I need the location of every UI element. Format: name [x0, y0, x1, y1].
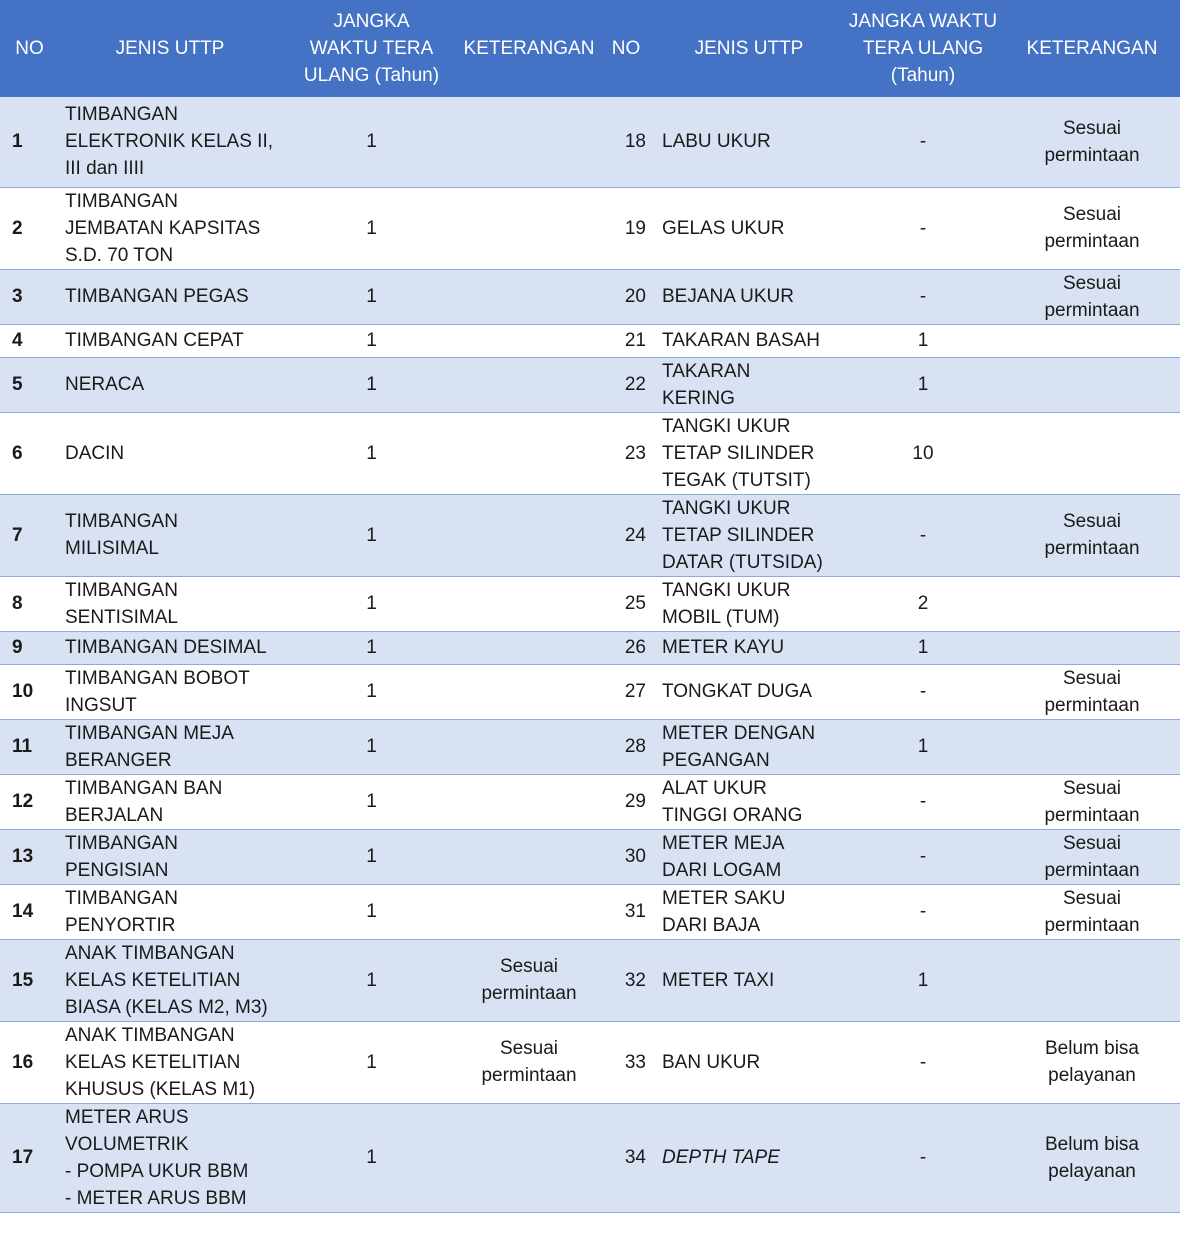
uttp-name-right [656, 774, 842, 829]
table-row [0, 187, 1180, 269]
keterangan-right [1004, 97, 1180, 187]
table-row [0, 884, 1180, 939]
header-keterangan: KETERANGAN [462, 0, 596, 97]
name2-line: BEJANA UKUR [662, 286, 794, 307]
ket2-line: pelayanan [1048, 1160, 1136, 1182]
name2-line: METER SAKU [662, 887, 786, 909]
name2-line: KERING [662, 387, 735, 409]
table-row [0, 719, 1180, 774]
keterangan-right [1004, 829, 1180, 884]
name2-line: PEGANGAN [662, 749, 770, 771]
table-row [0, 1103, 1180, 1212]
row-number-right: 24 [596, 494, 656, 576]
row-number-right: 29 [596, 774, 656, 829]
ket2-line: permintaan [1044, 804, 1140, 826]
tera-period: 1 [281, 1103, 462, 1212]
name2-line: LABU UKUR [662, 131, 771, 153]
table-row [0, 269, 1180, 324]
name1-line: ELEKTRONIK KELAS II, [65, 131, 274, 153]
name1-line: III dan IIII [65, 158, 145, 180]
name2-line: TETAP SILINDER [662, 524, 815, 546]
uttp-name [59, 494, 281, 576]
tera-period-right: - [842, 774, 1004, 829]
uttp-name-right [656, 576, 842, 631]
name1-line: - POMPA UKUR BBM [65, 1160, 249, 1182]
tera-period: 1 [281, 884, 462, 939]
tera-period: 1 [281, 631, 462, 664]
uttp-name-right [656, 829, 842, 884]
keterangan-right [1004, 774, 1180, 829]
uttp-name-right [656, 1021, 842, 1103]
name2-line: METER TAXI [662, 969, 775, 991]
keterangan-right [1004, 269, 1180, 324]
tera-period: 1 [281, 269, 462, 324]
ket2-line: Sesuai [1062, 272, 1122, 294]
name2-line: DATAR (TUTSIDA) [662, 551, 823, 573]
name1-line: KELAS KETELITIAN [65, 1051, 241, 1073]
row-number: 12 [0, 774, 59, 829]
row-number-right: 34 [596, 1103, 656, 1212]
header-jenis-uttp-right: JENIS UTTP [656, 0, 842, 97]
row-number-right: 30 [596, 829, 656, 884]
ket2-line: permintaan [1044, 694, 1140, 716]
row-number-right: 28 [596, 719, 656, 774]
name2-line: TAKARAN [662, 360, 751, 382]
name2-line: METER KAYU [662, 637, 785, 658]
keterangan-right [1004, 1103, 1180, 1212]
tera-period-right: 1 [842, 939, 1004, 1021]
tera-period-right: - [842, 1021, 1004, 1103]
uttp-name [59, 97, 281, 187]
ket2-line: permintaan [1044, 144, 1140, 166]
keterangan [462, 1021, 596, 1103]
uttp-name-right [656, 97, 842, 187]
keterangan [462, 829, 596, 884]
keterangan-right [1004, 576, 1180, 631]
tera-period: 1 [281, 357, 462, 412]
uttp-name-right [656, 187, 842, 269]
tera-period-right: - [842, 187, 1004, 269]
keterangan-right [1004, 357, 1180, 412]
name1-line: TIMBANGAN MEJA [65, 722, 234, 744]
ket2-line: Sesuai [1062, 777, 1122, 799]
row-number-right: 31 [596, 884, 656, 939]
keterangan-right [1004, 494, 1180, 576]
keterangan [462, 494, 596, 576]
row-number: 14 [0, 884, 59, 939]
uttp-name-right [656, 269, 842, 324]
name1-line: TIMBANGAN [65, 887, 178, 909]
ket1-line: permintaan [481, 1065, 577, 1086]
name2-line: TANGKI UKUR [662, 415, 791, 437]
table-row [0, 1021, 1180, 1103]
row-number-right: 25 [596, 576, 656, 631]
name1-line: PENGISIAN [65, 859, 169, 881]
keterangan [462, 939, 596, 1021]
table-row [0, 97, 1180, 187]
name2-line: TEGAK (TUTSIT) [662, 469, 811, 491]
keterangan [462, 324, 596, 357]
name1-line: TIMBANGAN [65, 511, 178, 532]
keterangan [462, 884, 596, 939]
name1-line: TIMBANGAN CEPAT [65, 330, 244, 351]
row-number-right: 22 [596, 357, 656, 412]
name1-line: METER ARUS [65, 1106, 189, 1128]
table-row [0, 631, 1180, 664]
name2-line: DARI BAJA [662, 914, 761, 936]
table-row [0, 774, 1180, 829]
keterangan [462, 1103, 596, 1212]
row-number: 3 [0, 269, 59, 324]
header-keterangan-right: KETERANGAN [1004, 0, 1180, 97]
tera-period: 1 [281, 494, 462, 576]
row-number-right: 32 [596, 939, 656, 1021]
tera-period-right: - [842, 664, 1004, 719]
header-no-right: NO [596, 0, 656, 97]
row-number: 16 [0, 1021, 59, 1103]
ket2-line: Sesuai [1062, 117, 1122, 139]
header-jangka-waktu-right: JANGKA WAKTU TERA ULANG (Tahun) [842, 0, 1004, 97]
name2-line: BAN UKUR [662, 1051, 761, 1073]
keterangan-right [1004, 884, 1180, 939]
keterangan-right [1004, 187, 1180, 269]
keterangan [462, 97, 596, 187]
name1-line: - METER ARUS BBM [65, 1187, 247, 1209]
row-number: 8 [0, 576, 59, 631]
uttp-name-right [656, 631, 842, 664]
name1-line: TIMBANGAN [65, 104, 178, 126]
row-number-right: 19 [596, 187, 656, 269]
tera-period-right: - [842, 884, 1004, 939]
name1-line: INGSUT [65, 694, 137, 716]
tera-period: 1 [281, 97, 462, 187]
name1-line: TIMBANGAN [65, 579, 178, 601]
name2-line: DARI LOGAM [662, 859, 782, 881]
name1-line: ANAK TIMBANGAN [65, 942, 235, 964]
table-row [0, 324, 1180, 357]
uttp-name-right [656, 939, 842, 1021]
ket2-line: permintaan [1044, 538, 1140, 559]
name1-line: KELAS KETELITIAN [65, 969, 241, 991]
name1-line: KHUSUS (KELAS M1) [65, 1078, 256, 1100]
row-number-right: 18 [596, 97, 656, 187]
uttp-name-right [656, 494, 842, 576]
tera-period-right: 2 [842, 576, 1004, 631]
header-jenis-uttp: JENIS UTTP [59, 0, 281, 97]
uttp-name [59, 357, 281, 412]
row-number: 4 [0, 324, 59, 357]
uttp-name [59, 631, 281, 664]
tera-period: 1 [281, 719, 462, 774]
name1-line: TIMBANGAN BOBOT [65, 667, 250, 689]
uttp-name [59, 939, 281, 1021]
row-number: 11 [0, 719, 59, 774]
keterangan-right [1004, 412, 1180, 494]
table-row [0, 939, 1180, 1021]
name2-line: TANGKI UKUR [662, 579, 791, 601]
keterangan-right [1004, 1021, 1180, 1103]
table-row [0, 576, 1180, 631]
table-row [0, 494, 1180, 576]
tera-period-right: 10 [842, 412, 1004, 494]
ket2-line: Sesuai [1062, 832, 1122, 854]
ket2-line: permintaan [1044, 231, 1140, 252]
uttp-name-right [656, 324, 842, 357]
tera-period-right: - [842, 97, 1004, 187]
uttp-name-right [656, 719, 842, 774]
name1-line: SENTISIMAL [65, 606, 178, 628]
tera-period-right: - [842, 829, 1004, 884]
keterangan [462, 187, 596, 269]
row-number-right: 26 [596, 631, 656, 664]
keterangan [462, 719, 596, 774]
name1-line: DACIN [65, 442, 125, 464]
keterangan [462, 576, 596, 631]
name1-line: TIMBANGAN BAN [65, 777, 223, 799]
ket1-line: Sesuai [499, 1038, 559, 1059]
uttp-name-right [656, 664, 842, 719]
keterangan [462, 412, 596, 494]
keterangan [462, 631, 596, 664]
ket1-line: Sesuai [499, 956, 559, 977]
uttp-name [59, 187, 281, 269]
keterangan [462, 774, 596, 829]
table-row [0, 664, 1180, 719]
row-number: 6 [0, 412, 59, 494]
row-number-right: 27 [596, 664, 656, 719]
ket2-line: Belum bisa [1045, 1133, 1139, 1155]
table-row [0, 412, 1180, 494]
name2-line: DEPTH TAPE [662, 1147, 780, 1168]
tera-period: 1 [281, 664, 462, 719]
row-number: 1 [0, 97, 59, 187]
name1-line: TIMBANGAN PEGAS [65, 286, 249, 307]
ket2-line: permintaan [1044, 914, 1140, 936]
tera-period: 1 [281, 576, 462, 631]
keterangan-right [1004, 324, 1180, 357]
tera-period: 1 [281, 324, 462, 357]
table-body [0, 97, 1180, 1212]
tera-period-right: - [842, 1103, 1004, 1212]
keterangan [462, 664, 596, 719]
ket2-line: permintaan [1044, 299, 1140, 321]
name2-line: TAKARAN BASAH [662, 330, 821, 351]
name2-line: TINGGI ORANG [662, 804, 803, 826]
name1-line: BIASA (KELAS M2, M3) [65, 996, 268, 1018]
table-header [0, 0, 1180, 97]
uttp-name [59, 576, 281, 631]
name1-line: ANAK TIMBANGAN [65, 1024, 235, 1046]
name1-line: NERACA [65, 374, 145, 395]
name2-line: TANGKI UKUR [662, 497, 791, 519]
tera-period-right: 1 [842, 719, 1004, 774]
name2-line: TETAP SILINDER [662, 442, 815, 464]
row-number-right: 20 [596, 269, 656, 324]
ket2-line: permintaan [1044, 859, 1140, 881]
row-number: 15 [0, 939, 59, 1021]
uttp-name [59, 412, 281, 494]
uttp-name [59, 1021, 281, 1103]
tera-period-right: - [842, 269, 1004, 324]
name2-line: METER MEJA [662, 832, 785, 854]
uttp-name [59, 719, 281, 774]
row-number: 10 [0, 664, 59, 719]
tera-period: 1 [281, 1021, 462, 1103]
row-number-right: 33 [596, 1021, 656, 1103]
ket2-line: Sesuai [1062, 667, 1122, 689]
ket2-line: Sesuai [1062, 204, 1122, 225]
tera-period: 1 [281, 774, 462, 829]
header-no: NO [0, 0, 59, 97]
name1-line: VOLUMETRIK [65, 1133, 189, 1155]
row-number-right: 21 [596, 324, 656, 357]
name1-line: TIMBANGAN DESIMAL [65, 637, 267, 658]
row-number: 9 [0, 631, 59, 664]
uttp-name-right [656, 1103, 842, 1212]
ket1-line: permintaan [481, 983, 577, 1004]
name1-line: BERANGER [65, 749, 172, 771]
name2-line: GELAS UKUR [662, 217, 785, 239]
keterangan-right [1004, 664, 1180, 719]
name1-line: TIMBANGAN [65, 832, 178, 854]
name1-line: PENYORTIR [65, 914, 176, 936]
row-number: 7 [0, 494, 59, 576]
row-number: 5 [0, 357, 59, 412]
tera-period: 1 [281, 412, 462, 494]
tera-period-right: - [842, 494, 1004, 576]
uttp-name-right [656, 357, 842, 412]
keterangan [462, 269, 596, 324]
row-number: 17 [0, 1103, 59, 1212]
ket2-line: pelayanan [1048, 1065, 1136, 1086]
row-number-right: 23 [596, 412, 656, 494]
tera-period-right: 1 [842, 631, 1004, 664]
header-jangka-waktu: JANGKA WAKTU TERA ULANG (Tahun) [281, 0, 462, 97]
ket2-line: Sesuai [1062, 511, 1122, 532]
uttp-name-right [656, 884, 842, 939]
uttp-name [59, 829, 281, 884]
tera-period: 1 [281, 829, 462, 884]
row-number: 2 [0, 187, 59, 269]
tera-period: 1 [281, 187, 462, 269]
tera-period-right: 1 [842, 357, 1004, 412]
keterangan-right [1004, 939, 1180, 1021]
name2-line: ALAT UKUR [662, 777, 767, 799]
keterangan-right [1004, 631, 1180, 664]
uttp-name [59, 884, 281, 939]
uttp-name [59, 269, 281, 324]
uttp-name [59, 664, 281, 719]
name1-line: JEMBATAN KAPSITAS [65, 217, 261, 239]
name2-line: TONGKAT DUGA [662, 681, 812, 702]
table-row [0, 829, 1180, 884]
tera-period-right: 1 [842, 324, 1004, 357]
uttp-name-right [656, 412, 842, 494]
name2-line: METER DENGAN [662, 722, 816, 744]
name1-line: BERJALAN [65, 804, 164, 826]
name1-line: S.D. 70 TON [65, 244, 174, 266]
ket2-line: Sesuai [1062, 887, 1122, 909]
ket2-line: Belum bisa [1045, 1038, 1139, 1059]
tera-period: 1 [281, 939, 462, 1021]
keterangan-right [1004, 719, 1180, 774]
name1-line: TIMBANGAN [65, 190, 178, 212]
name1-line: MILISIMAL [65, 538, 159, 559]
uttp-name [59, 1103, 281, 1212]
keterangan [462, 357, 596, 412]
row-number: 13 [0, 829, 59, 884]
table-row [0, 357, 1180, 412]
uttp-name [59, 774, 281, 829]
uttp-name [59, 324, 281, 357]
name2-line: MOBIL (TUM) [662, 606, 780, 628]
